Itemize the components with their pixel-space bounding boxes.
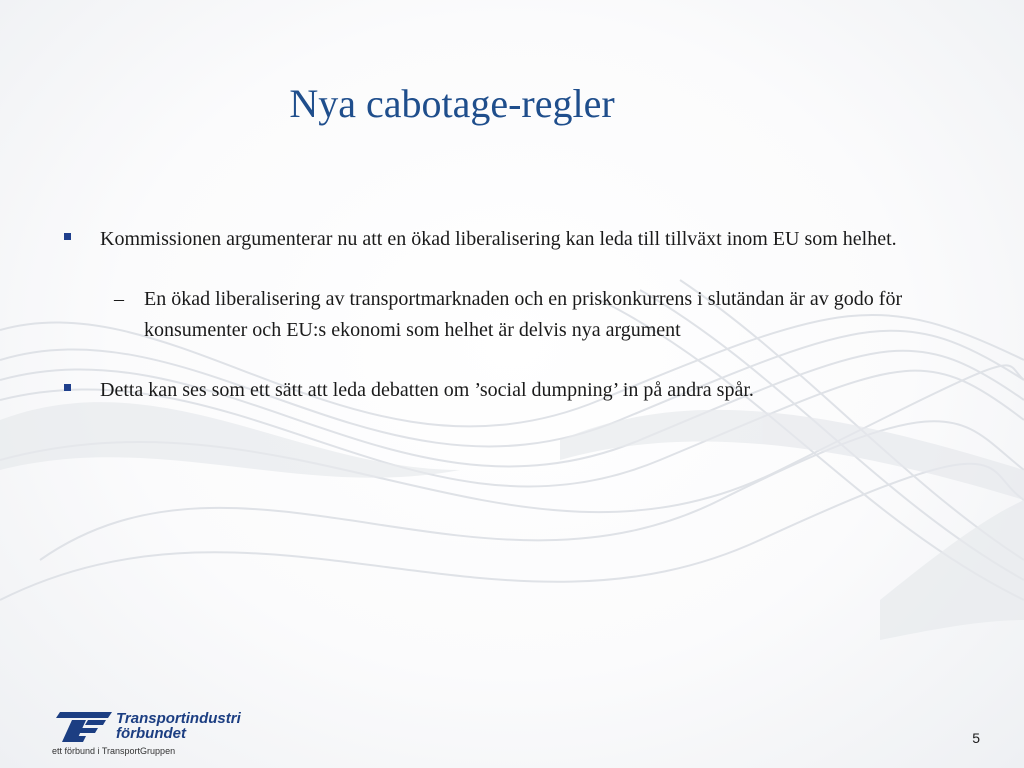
sub-bullet-text: En ökad liberalisering av transportmarknaden och en priskonkurrens i slutändan är av godo för konsumenter och EU:s ekonomi som helhet är delvis nya argument	[144, 288, 903, 341]
logo-mark-icon	[52, 708, 114, 744]
bullet-text: Detta kan ses som ett sätt att leda debatten om ’social dumpning’ in på andra spår.	[100, 379, 754, 401]
slide-content	[60, 224, 920, 406]
page-number: 5	[972, 730, 980, 746]
bullet-item	[60, 224, 920, 255]
bullet-item	[60, 375, 920, 406]
transportindustriforbundet-logo	[52, 708, 282, 760]
bullet-text: Kommissionen argumenterar nu att en ökad liberalisering kan leda till tillväxt inom EU som helhet.	[100, 228, 897, 250]
slide-title: Nya cabotage-regler	[289, 81, 615, 126]
logo-name-line-1: Transportindustri	[116, 710, 241, 727]
logo-tagline: ett förbund i TransportGruppen	[52, 746, 176, 756]
logo-name-line-2: förbundet	[116, 725, 186, 742]
square-bullet-icon	[64, 233, 71, 240]
sub-bullet-item	[114, 284, 920, 346]
square-bullet-icon	[64, 384, 71, 391]
logo-wordmark	[116, 711, 241, 741]
dash-bullet-icon: –	[114, 288, 124, 310]
